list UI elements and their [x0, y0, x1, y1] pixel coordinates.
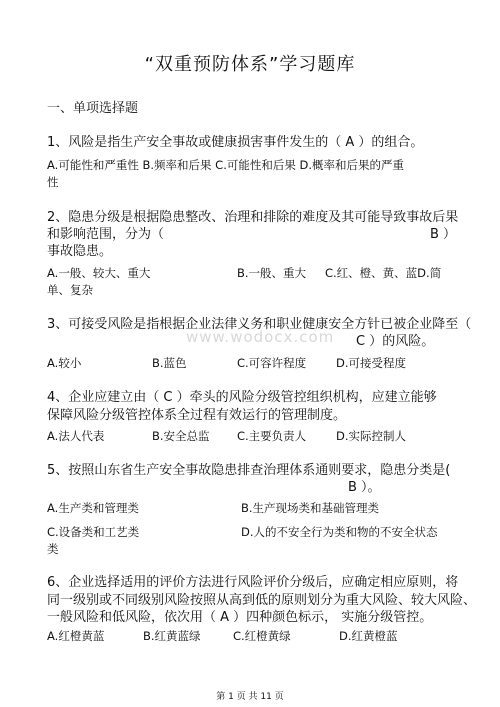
question-2-text: 2、隐患分级是根据隐患整改、治理和排除的难度及其可能导致事故后果 [47, 210, 459, 225]
question-6-option-d: D.红黄橙蓝 [339, 629, 398, 643]
question-5-option-d: D.人的不安全行为类和物的不安全状态 [241, 525, 438, 539]
question-3-option-c: C.可容许程度 [237, 356, 307, 370]
question-3-text-line2: C ）的风险。 [356, 334, 435, 349]
question-3-option-b: B.蓝色 [152, 356, 187, 370]
question-2-answer: B ） [430, 227, 457, 242]
question-3-option-d: D.可接受程度 [336, 356, 407, 370]
page-title: “双重预防体系”学习题库 [144, 54, 356, 75]
question-4-option-c: C.主要负责人 [237, 429, 307, 443]
question-5-option-d-cont: 类 [47, 542, 59, 556]
question-3-text: 3、可接受风险是指根据企业法律义务和职业健康安全方针已被企业降至（ [47, 317, 472, 332]
question-6-option-c: C.红橙黄绿 [233, 629, 291, 643]
question-6-option-b: B.红黄蓝绿 [143, 629, 201, 643]
question-5-text: 5、按照山东省生产安全事故隐患排查治理体系通则要求，隐患分类是( [47, 463, 451, 478]
question-1-options: A.可能性和严重性 B.频率和后果 C.可能性和后果 D.概率和后果的严重 [47, 158, 405, 172]
question-1-text: 1、风险是指生产安全事故或健康损害事件发生的（ A ）的组合。 [47, 135, 424, 150]
question-5-option-b: B.生产现场类和基础管理类 [241, 501, 380, 515]
question-6-option-a: A.红橙黄蓝 [47, 629, 105, 643]
question-6-text-line2: 同一级别或不同级别风险按照从高到低的原则划分为重大风险、较大风险、 [47, 593, 477, 608]
question-1-options-cont: 性 [47, 175, 59, 189]
question-3-option-a: A.较小 [47, 356, 82, 370]
question-4-option-d: D.实际控制人 [336, 429, 407, 443]
question-2-option-c: C.红、橙、黄、蓝D.简 [325, 266, 442, 280]
watermark: www.wodocx.com [186, 328, 335, 346]
question-6-text-line3: 一般风险和低风险，依次用（ A ）四种颜色标示， 实施分级管控。 [47, 610, 433, 625]
question-4-option-b: B.安全总监 [152, 429, 210, 443]
question-2-options-cont: 单、复杂 [47, 283, 93, 297]
section-heading: 一、单项选择题 [47, 101, 139, 116]
question-4-text-line2: 保障风险分级管控体系全过程有效运行的管理制度。 [47, 408, 347, 423]
question-2-option-a: A.一般、较大、重大 [47, 266, 151, 280]
question-5-text-line2: B ）。 [348, 480, 381, 495]
question-2-text-line3: 事故隐患。 [47, 244, 113, 259]
question-6-text: 6、企业选择适用的评价方法进行风险评价分级后，应确定相应原则，将 [47, 575, 459, 590]
question-4-text: 4、企业应建立由（ C ）牵头的风险分级管控组织机构，应建立能够 [47, 390, 437, 405]
question-2-text-line2: 和影响范围，分为（ [47, 227, 165, 242]
question-5-option-a: A.生产类和管理类 [47, 501, 139, 515]
question-4-option-a: A.法人代表 [47, 429, 105, 443]
question-2-option-b: B.一般、重大 [237, 266, 307, 280]
page-number: 第 1 页 共 11 页 [216, 692, 284, 702]
question-5-option-c: C.设备类和工艺类 [47, 525, 140, 539]
